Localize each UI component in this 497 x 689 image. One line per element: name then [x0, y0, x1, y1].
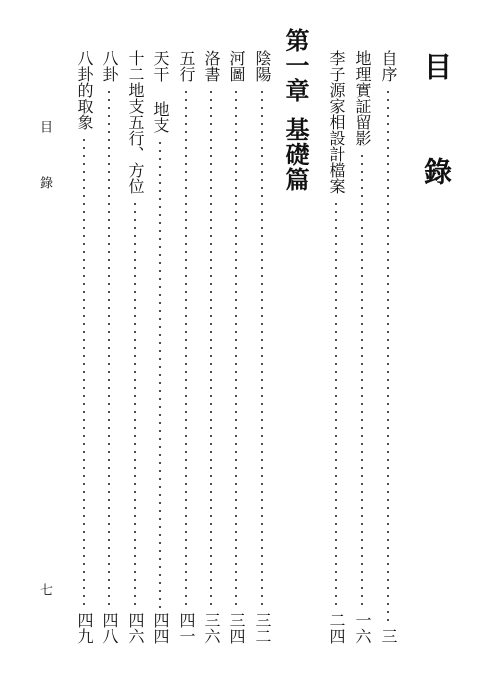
toc-entry-title: 五行: [177, 50, 196, 82]
toc-entry-title: 李子源家相設計檔案: [327, 50, 346, 194]
toc-entry-title: 河圖: [227, 50, 246, 82]
toc-entry-page: 三: [379, 628, 398, 644]
toc-entry-bagua[interactable]: [99, 50, 119, 644]
toc-entry-page: 四九: [75, 612, 94, 644]
toc-entry-title: 自序: [379, 50, 398, 82]
dot-leader: [185, 88, 187, 608]
dot-leader: [108, 88, 110, 608]
toc-entry-page: 四八: [100, 612, 119, 644]
toc-entry-page: 四一: [177, 612, 196, 644]
toc-entry-title: 洛書: [202, 50, 221, 82]
chapter-number: 第一章: [281, 28, 310, 103]
dot-leader: [134, 200, 136, 608]
dot-leader: [83, 136, 85, 608]
toc-entry-page: 四六: [126, 612, 145, 644]
toc-entry-hetu[interactable]: [226, 50, 246, 644]
toc-entry-page: 二四: [327, 612, 346, 644]
toc-entry-title: 八卦: [100, 50, 119, 82]
page-number: 七: [37, 583, 52, 596]
dot-leader: [361, 152, 363, 608]
toc-entry-title: 十二地支五行、方位: [126, 50, 145, 194]
toc-entry-page: 四四: [151, 612, 170, 644]
toc-entry-title: 天干 地支: [151, 50, 170, 133]
page-title: 目 錄: [420, 52, 453, 207]
toc-entry-page: 三二: [253, 612, 272, 644]
toc-entry-page: 三六: [202, 612, 221, 644]
dot-leader: [159, 139, 161, 608]
toc-entry-page: 三四: [227, 612, 246, 644]
toc-entry-photos[interactable]: [352, 50, 372, 644]
toc-entry-preface[interactable]: [378, 50, 398, 644]
toc-entry-five-elements[interactable]: [176, 50, 196, 644]
dot-leader: [387, 88, 389, 624]
toc-entry-stems-branches[interactable]: [150, 50, 170, 644]
toc-entry-yin-yang[interactable]: [252, 50, 272, 644]
toc-entry-twelve-branches[interactable]: [125, 50, 145, 644]
toc-entry-design-files[interactable]: [326, 50, 346, 644]
toc-entry-title: 八卦的取象: [75, 50, 94, 130]
dot-leader: [210, 88, 212, 608]
dot-leader: [235, 88, 237, 608]
toc-entry-page: 一六: [353, 612, 372, 644]
running-title: 目 錄: [37, 120, 52, 203]
chapter-heading: [281, 28, 310, 192]
toc-entry-luoshu[interactable]: [201, 50, 221, 644]
toc-entry-title: 地理實証留影: [353, 50, 372, 146]
dot-leader: [261, 88, 263, 608]
dot-leader: [335, 200, 337, 608]
toc-entry-bagua-symbols[interactable]: [74, 50, 94, 644]
chapter-name: 基礎篇: [281, 117, 310, 192]
toc-entry-title: 陰陽: [253, 50, 272, 82]
